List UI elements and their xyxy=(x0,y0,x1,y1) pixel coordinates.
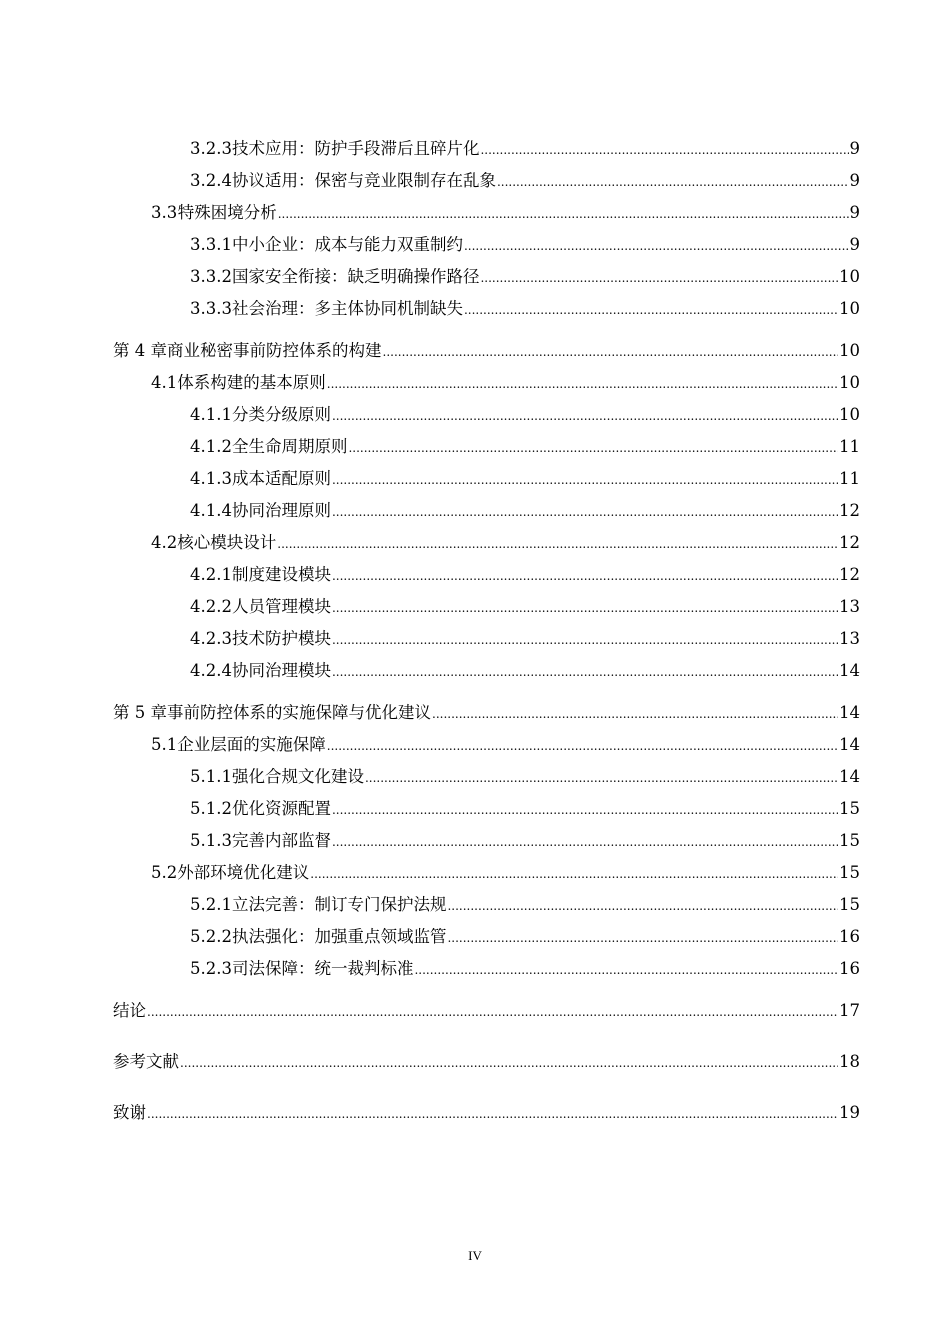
toc-entry[interactable] xyxy=(151,532,860,555)
toc-entry-page: 10 xyxy=(839,299,860,318)
toc-entry-title: 体系构建的基本原则 xyxy=(177,373,326,392)
toc-entry[interactable] xyxy=(190,298,860,321)
toc-entry-page: 12 xyxy=(839,533,860,552)
toc-entry-number: 3.2.3 xyxy=(190,139,232,158)
toc-entry-number: 5.1 xyxy=(151,735,178,754)
toc-entry-title: 事前防控体系的实施保障与优化建议 xyxy=(167,703,431,722)
toc-entry-title: 社会治理：多主体协同机制缺失 xyxy=(231,299,463,318)
toc-entry-title: 执法强化：加强重点领域监管 xyxy=(231,927,447,946)
toc-entry[interactable] xyxy=(190,596,860,619)
toc-dot-leader xyxy=(332,469,838,491)
toc-entry-number: 5.2.2 xyxy=(190,927,232,946)
toc-entry-page: 11 xyxy=(839,437,860,456)
toc-entry-title: 立法完善：制订专门保护法规 xyxy=(231,895,447,914)
toc-entry[interactable] xyxy=(190,830,860,853)
toc-entry-title: 制度建设模块 xyxy=(231,565,331,584)
toc-entry-page: 19 xyxy=(839,1103,860,1122)
toc-dot-leader xyxy=(332,661,838,683)
toc-entry-page: 13 xyxy=(839,629,860,648)
toc-entry-page: 15 xyxy=(839,895,860,914)
toc-entry[interactable] xyxy=(151,862,860,885)
toc-entry-page: 9 xyxy=(849,203,860,222)
toc-entry-title: 强化合规文化建设 xyxy=(231,767,364,786)
toc-entry-number: 4.2.2 xyxy=(190,597,232,616)
toc-entry-title: 核心模块设计 xyxy=(177,533,277,552)
toc-entry-number: 5.2.1 xyxy=(190,895,232,914)
toc-entry[interactable] xyxy=(113,340,860,363)
toc-dot-leader xyxy=(332,405,838,427)
toc-entry-title: 协议适用：保密与竞业限制存在乱象 xyxy=(231,171,496,190)
toc-dot-leader xyxy=(278,203,849,225)
toc-entry-title: 技术防护模块 xyxy=(231,629,331,648)
toc-entry[interactable] xyxy=(190,170,860,193)
toc-entry[interactable] xyxy=(113,1102,860,1125)
toc-entry-title: 商业秘密事前防控体系的构建 xyxy=(167,341,382,360)
toc-entry-title: 成本适配原则 xyxy=(231,469,331,488)
toc-entry-title: 司法保障：统一裁判标准 xyxy=(231,959,414,978)
toc-entry-title: 参考文献 xyxy=(113,1052,179,1071)
toc-entry[interactable] xyxy=(190,926,860,949)
toc-dot-leader xyxy=(432,703,838,725)
toc-entry-title: 致谢 xyxy=(113,1103,146,1122)
toc-dot-leader xyxy=(332,501,838,523)
toc-entry[interactable] xyxy=(113,1000,860,1023)
toc-entry[interactable] xyxy=(190,500,860,523)
toc-entry-page: 14 xyxy=(839,735,860,754)
toc-entry-number: 5.1.2 xyxy=(190,799,232,818)
toc-entry-number: 4.1.2 xyxy=(190,437,232,456)
toc-entry-number: 4.1.1 xyxy=(190,405,232,424)
toc-entry[interactable] xyxy=(190,660,860,683)
toc-entry-title: 人员管理模块 xyxy=(231,597,331,616)
toc-entry-title: 优化资源配置 xyxy=(231,799,331,818)
toc-entry-page: 14 xyxy=(839,767,860,786)
toc-entry[interactable] xyxy=(151,202,860,225)
toc-dot-leader xyxy=(332,799,838,821)
toc-dot-leader xyxy=(365,767,838,789)
toc-entry-title: 完善内部监督 xyxy=(231,831,331,850)
toc-entry-number: 5.2 xyxy=(151,863,178,882)
toc-entry-page: 18 xyxy=(839,1052,860,1071)
toc-entry-title: 协同治理原则 xyxy=(231,501,331,520)
toc-entry-page: 14 xyxy=(839,661,860,680)
toc-entry-title: 外部环境优化建议 xyxy=(177,863,310,882)
toc-dot-leader xyxy=(147,1103,838,1125)
toc-dot-leader xyxy=(480,139,848,161)
toc-entry[interactable] xyxy=(190,564,860,587)
page-number: IV xyxy=(468,1248,482,1263)
toc-entry-page: 17 xyxy=(839,1001,860,1020)
toc-entry-page: 10 xyxy=(839,373,860,392)
toc-entry[interactable] xyxy=(113,1051,860,1074)
toc-entry-page: 11 xyxy=(839,469,860,488)
toc-entry-title: 特殊困境分析 xyxy=(177,203,277,222)
toc-entry-title: 国家安全衔接：缺乏明确操作路径 xyxy=(231,267,480,286)
toc-entry[interactable] xyxy=(190,266,860,289)
toc-entry[interactable] xyxy=(190,798,860,821)
toc-entry-number: 4.2 xyxy=(151,533,178,552)
toc-entry-number: 4.1 xyxy=(151,373,178,392)
toc-entry-page: 15 xyxy=(839,863,860,882)
toc-entry-title: 技术应用：防护手段滞后且碎片化 xyxy=(231,139,480,158)
toc-entry[interactable] xyxy=(190,628,860,651)
toc-dot-leader xyxy=(277,533,838,555)
toc-entry-number: 第 5 章 xyxy=(113,703,167,722)
toc-entry[interactable] xyxy=(190,894,860,917)
toc-dot-leader xyxy=(332,597,838,619)
toc-dot-leader xyxy=(447,927,838,949)
toc-entry-title: 中小企业：成本与能力双重制约 xyxy=(231,235,463,254)
toc-dot-leader xyxy=(310,863,838,885)
toc-entry-number: 4.2.4 xyxy=(190,661,232,680)
toc-entry-number: 4.1.4 xyxy=(190,501,232,520)
toc-entry-page: 12 xyxy=(839,565,860,584)
toc-dot-leader xyxy=(447,895,838,917)
toc-entry-number: 3.3.2 xyxy=(190,267,232,286)
toc-entry-number: 4.2.1 xyxy=(190,565,232,584)
toc-entry[interactable] xyxy=(190,766,860,789)
toc-entry-page: 10 xyxy=(839,341,860,360)
toc-entry-number: 4.1.3 xyxy=(190,469,232,488)
toc-entry-page: 13 xyxy=(839,597,860,616)
toc-entry[interactable] xyxy=(190,468,860,491)
toc-dot-leader xyxy=(147,1001,838,1023)
toc-entry-page: 9 xyxy=(849,235,860,254)
toc-entry-number: 3.3.1 xyxy=(190,235,232,254)
toc-entry-page: 10 xyxy=(839,405,860,424)
toc-entry-number: 5.1.3 xyxy=(190,831,232,850)
toc-entry-page: 9 xyxy=(849,139,860,158)
toc-dot-leader xyxy=(383,341,839,363)
toc-dot-leader xyxy=(464,235,849,257)
toc-entry-page: 15 xyxy=(839,831,860,850)
toc-entry-number: 3.3.3 xyxy=(190,299,232,318)
toc-dot-leader xyxy=(327,373,838,395)
toc-dot-leader xyxy=(464,299,838,321)
toc-entry[interactable] xyxy=(151,734,860,757)
toc-entry-number: 5.2.3 xyxy=(190,959,232,978)
toc-entry-page: 15 xyxy=(839,799,860,818)
toc-entry[interactable] xyxy=(190,138,860,161)
toc-entry[interactable] xyxy=(190,234,860,257)
toc-entry-page: 16 xyxy=(839,927,860,946)
toc-dot-leader xyxy=(332,629,838,651)
toc-entry-page: 9 xyxy=(849,171,860,190)
toc-entry-number: 3.2.4 xyxy=(190,171,232,190)
toc-entry-number: 5.1.1 xyxy=(190,767,232,786)
toc-entry[interactable] xyxy=(190,958,860,981)
toc-entry-page: 14 xyxy=(839,703,860,722)
toc-dot-leader xyxy=(480,267,838,289)
toc-dot-leader xyxy=(348,437,838,459)
toc-entry-page: 10 xyxy=(839,267,860,286)
toc-entry-page: 16 xyxy=(839,959,860,978)
toc-entry-page: 12 xyxy=(839,501,860,520)
toc-entry[interactable] xyxy=(113,702,860,725)
toc-entry-title: 协同治理模块 xyxy=(231,661,331,680)
toc-entry-title: 分类分级原则 xyxy=(231,405,331,424)
toc-dot-leader xyxy=(497,171,849,193)
toc-entry[interactable] xyxy=(151,372,860,395)
toc-entry-number: 4.2.3 xyxy=(190,629,232,648)
toc-dot-leader xyxy=(327,735,838,757)
toc-entry-title: 结论 xyxy=(113,1001,146,1020)
toc-dot-leader xyxy=(332,831,838,853)
toc-dot-leader xyxy=(414,959,838,981)
toc-entry-number: 第 4 章 xyxy=(113,341,167,360)
toc-dot-leader xyxy=(180,1052,838,1074)
toc-entry-title: 全生命周期原则 xyxy=(231,437,348,456)
toc-dot-leader xyxy=(332,565,838,587)
toc-entry-number: 3.3 xyxy=(151,203,178,222)
toc-entry-title: 企业层面的实施保障 xyxy=(177,735,326,754)
toc-entry[interactable] xyxy=(190,404,860,427)
toc-entry[interactable] xyxy=(190,436,860,459)
